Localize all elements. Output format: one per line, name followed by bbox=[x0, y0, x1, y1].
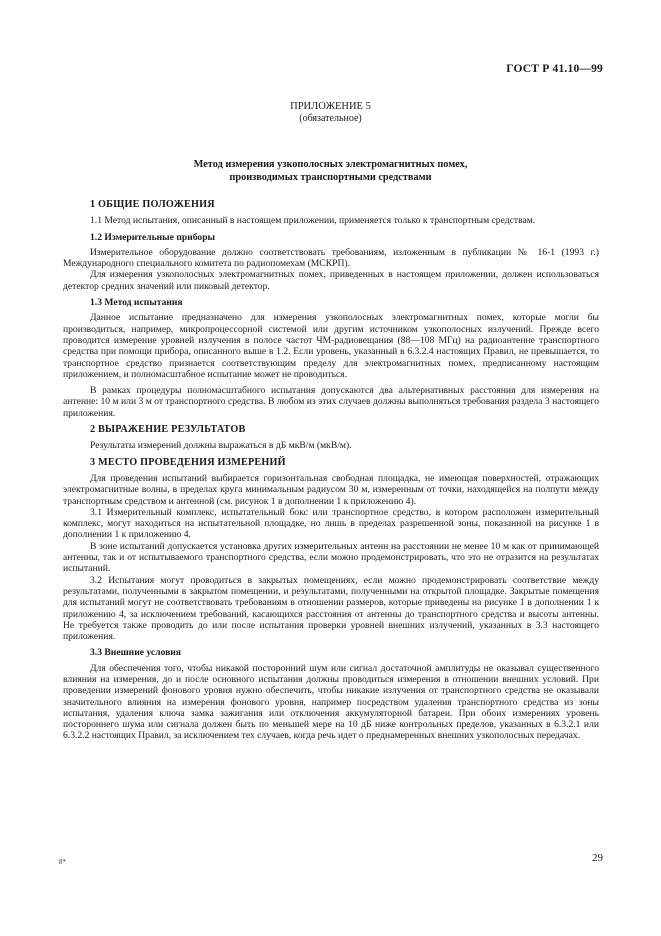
section-3-1-paragraph: 3.1 Измерительный комплекс, испытательный бокс или транспортное средство, в котором расположен измерительный комплекс, могут находиться на испытательной площадке, но лишь в пределах разрешенной зоны, показанной на рисунке 1 в дополнении 1 к приложению 4. bbox=[63, 506, 599, 541]
page-number: 29 bbox=[592, 852, 603, 864]
section-1-heading: 1 ОБЩИЕ ПОЛОЖЕНИЯ bbox=[90, 199, 215, 210]
document-title-line-2: производимых транспортными средствами bbox=[229, 171, 432, 183]
appendix-title: ПРИЛОЖЕНИЕ 5 bbox=[290, 101, 371, 112]
section-3-3-heading: 3.3 Внешние условия bbox=[90, 647, 181, 659]
document-title bbox=[0, 159, 661, 184]
section-3-1-paragraph-2: В зоне испытаний допускается установка других измерительных антенн на расстоянии не менее 10 м как от принимающей антенны, так и от испытываемого транспортного средства, если можно продемонстрировать, что это не отразится на результатах испытаний. bbox=[63, 540, 599, 575]
document-body bbox=[63, 194, 599, 742]
document-title-line-1: Метод измерения узкополосных электромагнитных помех, bbox=[193, 159, 468, 170]
section-1-3-heading: 1.3 Метод испытания bbox=[90, 297, 183, 309]
section-1-1-paragraph: 1.1 Метод испытания, описанный в настоящем приложении, применяется только к транспортным средствам. bbox=[90, 215, 536, 227]
section-1-3-paragraph-1: Данное испытание предназначено для измерения узкополосных электромагнитных помех, которые могли бы производиться, например, микропроцессорной системой или другим источником узкополосных излучений. Прежде всего проводится измерение уровней излучения в полосе частот ЧМ-радиовещания (88—108 МГц) на радиоантенне транспортного средства при помощи прибора, описанного выше в 1.2. Если уровень, указанный в 6.3.2.4 настоящих Правил, не превышается, то транспортное средство признается соответствующим пределу для электромагнитных помех, предписанному настоящим приложением, и полномасштабное испытание может не проводиться. bbox=[63, 312, 599, 380]
footer-mark: 8* bbox=[59, 858, 66, 866]
standard-code: ГОСТ Р 41.10—99 bbox=[506, 63, 603, 75]
section-1-3-paragraph-2: В рамках процедуры полномасштабного испытания допускаются два альтернативных расстояния для измерения на антенне: 10 м или 3 м от транспортного средства. В любом из этих случаев должны выполняться требования раздела 3 настоящего приложения. bbox=[63, 385, 599, 419]
section-3-heading: 3 МЕСТО ПРОВЕДЕНИЯ ИЗМЕРЕНИЙ bbox=[90, 456, 286, 468]
section-2-heading: 2 ВЫРАЖЕНИЕ РЕЗУЛЬТАТОВ bbox=[90, 424, 246, 436]
appendix-heading bbox=[0, 101, 661, 125]
section-1-2-paragraph-1: Измерительное оборудование должно соответствовать требованиям, изложенным в публикации № 16-1 (1993 г.) Международного специального комитета по радиопомехам (МСКРП). bbox=[63, 246, 599, 270]
appendix-status: (обязательное) bbox=[299, 113, 362, 124]
section-2-paragraph: Результаты измерений должны выражаться в дБ мкВ/м (мкВ/м). bbox=[90, 440, 352, 452]
section-3-2-paragraph: 3.2 Испытания могут проводиться в закрытых помещениях, если можно продемонстрировать соответствие между результатами, полученными в закрытом помещении, и результатами, полученными на открытой площадке. Закрытые помещения для испытаний могут не соответствовать требованиям в отношении размеров, которые приведены на рисунке 1 в дополнении 1 к приложению 4, за исключением требований, касающихся расстояния от антенны до транспортного средства и высоты антенны. Не требуется также проводить до или после испытания проверки уровней внешних излучений, указанных в 3.3 настоящего приложения. bbox=[63, 574, 599, 643]
section-3-3-paragraph: Для обеспечения того, чтобы никакой посторонний шум или сигнал достаточной амплитуды не оказывал существенного влияния на измерения, до и после основного испытания должны проводиться измерения в отношении внешних условий. При проведении измерений фонового уровня нужно обеспечить, чтобы никакие излучения от транспортного средства не оказывали значительного влияния на измерения фонового уровня, например посредством удаления транспортного средства из зоны испытания, удаления ключа замка зажигания или отключения аккумуляторной батареи. При обоих измерениях уровень постороннего шума или сигнала должен быть по меньшей мере на 10 дБ ниже контрольных пределов, указанных в 6.3.2.1 или 6.3.2.2 настоящих Правил, за исключением тех случаев, когда речь идет о преднамеренных внешних узкополосных передачах. bbox=[63, 662, 599, 742]
section-1-2-paragraph-2: Для измерения узкополосных электромагнитных помех, приведенных в настоящем приложении, должен использоваться детектор средних значений или пиковый детектор. bbox=[63, 269, 599, 292]
section-1-2-heading: 1.2 Измерительные приборы bbox=[90, 231, 216, 243]
section-3-paragraph-1: Для проведения испытаний выбирается горизонтальная свободная площадка, не имеющая поверхностей, отражающих электромагнитные волны, в пределах круга минимальным радиусом 30 м, измеренным от точки, находящейся на полпути между транспортным средством и антенной (см. рисунок 1 в дополнении 1 к приложению 4). bbox=[63, 472, 599, 507]
